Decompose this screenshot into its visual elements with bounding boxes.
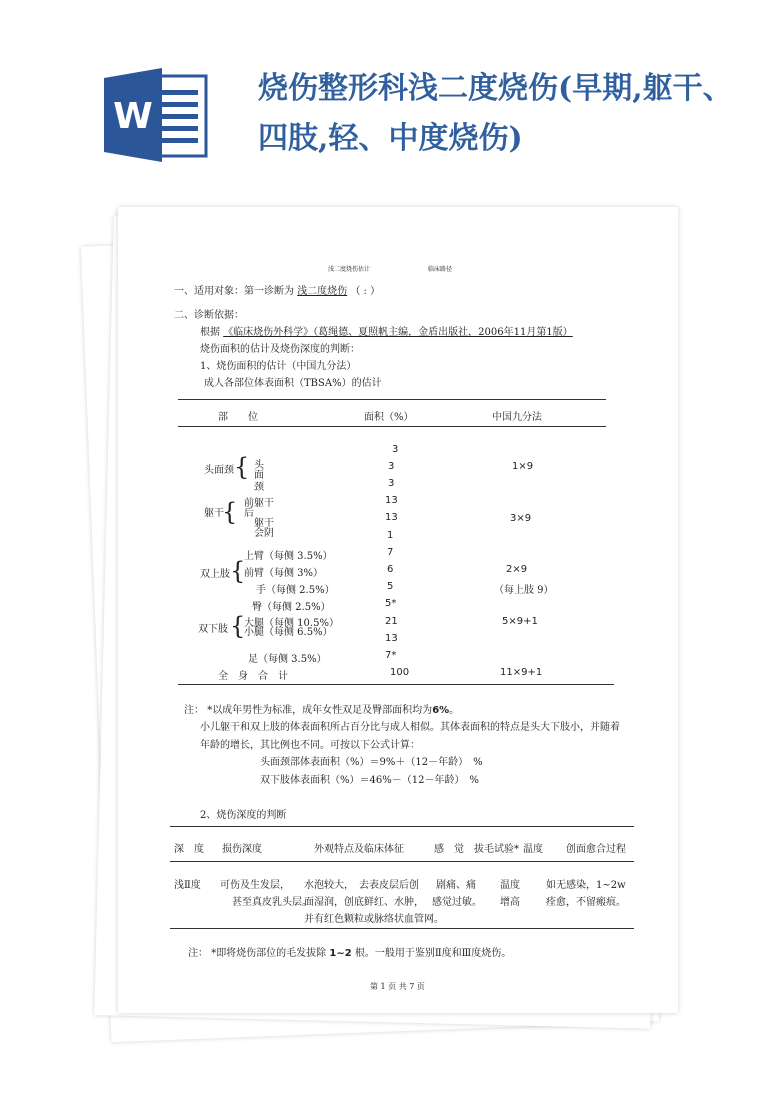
section-1-code: （ : ）	[350, 286, 381, 297]
t2-injury: 甚至真皮乳头层。	[232, 897, 312, 908]
formula-1: 头面颈部体表面积（%）＝9%＋（12－年龄） %	[260, 757, 483, 768]
group-legs: 双下肢	[198, 624, 228, 635]
t2-header: 创面愈合过程	[566, 844, 626, 855]
estimate-line: 烧伤面积的估计及烧伤深度的判断：	[200, 344, 360, 355]
row-rule: 5×9+1	[502, 616, 538, 627]
t2-header: 温度	[523, 844, 543, 855]
row-label: 上臂（每侧 3.5%）	[244, 551, 333, 562]
row-rule: 1×9	[512, 461, 534, 472]
row-value: 3	[388, 461, 395, 472]
section-2-title: 二、诊断依据：	[174, 310, 244, 321]
table-rule	[178, 684, 614, 685]
row-value: 5	[387, 581, 394, 592]
t2-appearance: 面湿润，创底鲜红、水肿，	[304, 897, 424, 908]
row-label: 足（每侧 3.5%）	[248, 654, 327, 665]
section-1-value: 浅二度烧伤	[297, 286, 348, 297]
table-rule	[178, 426, 606, 427]
formula-2: 双下肢体表面积（%）＝46%－（12－年龄） %	[260, 775, 479, 786]
t2-header: 感 觉	[434, 844, 464, 855]
row-label: 会阴	[254, 528, 274, 539]
page-footer: 第 1 页 共 7 页	[370, 982, 425, 991]
brace: {	[230, 612, 246, 640]
t2-appearance: 水泡较大， 去表皮层后创	[304, 880, 419, 891]
t2-sensation: 剧痛、痛	[436, 880, 476, 891]
page-header-center: 浅二度烧伤估计	[328, 266, 371, 273]
table-rule	[178, 399, 606, 400]
row-label: 手（每侧 2.5%）	[256, 585, 335, 596]
note-1-end: 。	[449, 705, 460, 716]
note-1-label: 注：	[184, 705, 204, 716]
svg-text:W: W	[113, 96, 153, 137]
basis-reference: 《临床烧伤外科学》（葛绳德、夏照帆主编，金盾出版社，2006年11月第1版）	[223, 327, 573, 338]
note-2-label: 注：	[188, 948, 208, 959]
row-label: 面	[254, 470, 264, 481]
row-value: 7*	[385, 650, 397, 661]
table-header-part: 部 位	[218, 412, 258, 423]
row-value: 13	[385, 495, 398, 506]
section-1-prefix: 一、适用对象：第一诊断为	[174, 286, 294, 297]
basis-line	[200, 323, 573, 338]
brace: {	[234, 453, 250, 481]
row-value: 3	[388, 478, 395, 489]
table-header-area: 面积（%）	[364, 412, 414, 423]
page-header-right: 临床路径	[428, 266, 453, 273]
total-value: 100	[390, 667, 410, 678]
note-1-text: *以成年男性为标准，成年女性双足及臀部面积均为	[207, 705, 433, 716]
group-arms: 双上肢	[200, 569, 230, 580]
t2-header: 损伤深度	[222, 844, 262, 855]
row-value: 13	[385, 633, 398, 644]
row-value: 6	[387, 564, 394, 575]
row-label: 小腿（每侧 6.5%）	[244, 627, 333, 638]
depth-title: 2、烧伤深度的判断	[200, 810, 287, 821]
row-label: 臀（每侧 2.5%）	[252, 602, 331, 613]
child-line-1: 小儿躯干和双上肢的体表面积所占百分比与成人相似。其体表面积的特点是头大下肢小，并随着	[200, 722, 620, 733]
group-head: 头面颈	[204, 465, 234, 476]
row-label: 前臂（每侧 3%）	[244, 568, 324, 579]
row-value: 5*	[385, 598, 397, 609]
brace: {	[230, 557, 246, 585]
row-label: 前躯干	[244, 498, 274, 509]
row-rule-note: （每上肢 9）	[494, 585, 554, 596]
group-trunk: 躯干	[204, 508, 224, 519]
row-rule: 2×9	[506, 564, 528, 575]
t2-header: 拔毛试验*	[474, 844, 519, 855]
row-value: 7	[387, 547, 394, 558]
table-rule	[170, 928, 634, 929]
row-value: 13	[385, 512, 398, 523]
row-label: 后	[244, 508, 254, 519]
document-title: 烧伤整形科浅二度烧伤(早期,躯干、四肢,轻、中度烧伤)	[258, 71, 733, 156]
t2-injury: 可伤及生发层，	[220, 880, 290, 891]
t2-header: 外观特点及临床体征	[314, 844, 404, 855]
row-label: 头	[254, 460, 264, 471]
t2-healing: 如无感染，1~2w	[546, 880, 626, 891]
row-label: 颈	[254, 482, 264, 493]
area-title: 1、烧伤面积的估计（中国九分法）	[200, 361, 357, 372]
row-value: 21	[385, 616, 398, 627]
table-rule	[170, 861, 634, 862]
note-2	[188, 944, 511, 959]
note-1	[184, 701, 459, 716]
row-label: 躯干	[254, 518, 274, 529]
basis-prefix: 根据	[200, 327, 220, 338]
note-2-text: *即将烧伤部位的毛发拔除	[211, 948, 327, 959]
t2-appearance: 并有红色颗粒或脉络状血管网。	[304, 914, 444, 925]
note-2-value: 1~2	[329, 948, 352, 959]
total-rule: 11×9+1	[500, 667, 543, 678]
note-2-end: 根。一般用于鉴别Ⅱ度和Ⅲ度烧伤。	[354, 948, 512, 959]
row-value: 3	[392, 444, 399, 455]
table-header-rule: 中国九分法	[492, 412, 542, 423]
row-value: 1	[387, 530, 394, 541]
row-label: 大腿（每侧 10.5%）	[244, 618, 339, 629]
t2-header: 深 度	[174, 844, 204, 855]
total-label: 全 身 合 计	[218, 671, 288, 682]
t2-temperature: 温度	[500, 880, 520, 891]
t2-sensation: 感觉过敏。	[432, 897, 482, 908]
row-rule: 3×9	[510, 513, 532, 524]
t2-depth: 浅Ⅱ度	[174, 880, 201, 891]
note-1-value: 6%	[432, 705, 450, 716]
child-line-2: 年龄的增长，其比例也不同。可按以下公式计算：	[200, 740, 420, 751]
section-1-line	[174, 282, 380, 297]
brace: {	[222, 498, 238, 526]
t2-healing: 痊愈，不留瘢痕。	[546, 897, 626, 908]
table-rule	[170, 826, 634, 827]
t2-temperature: 增高	[500, 897, 520, 908]
adult-line: 成人各部位体表面积（TBSA%）的估计	[204, 378, 382, 389]
